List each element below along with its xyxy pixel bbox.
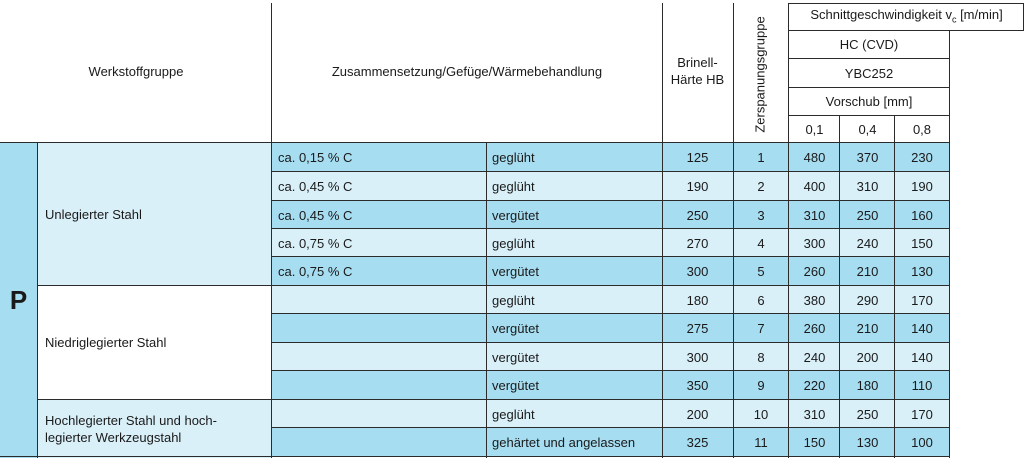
row-9-treatment xyxy=(486,400,662,428)
group-cell-0 xyxy=(37,143,272,285)
row-10-v1-text: 130 xyxy=(856,434,879,450)
row-9-group-text: 10 xyxy=(753,406,769,422)
header-feed-1-label: 0,4 xyxy=(858,121,877,137)
row-2-v1-text: 250 xyxy=(856,207,879,223)
row-7-v1 xyxy=(840,343,895,371)
row-2-hb-text: 250 xyxy=(686,207,709,223)
grid-line xyxy=(272,228,950,229)
row-0-v1 xyxy=(840,143,895,171)
row-3-v1-text: 240 xyxy=(856,235,879,251)
row-9-hb-text: 200 xyxy=(686,406,709,422)
row-9-v0-text: 310 xyxy=(803,406,826,422)
header-zerspanungsgruppe xyxy=(733,8,788,140)
header-schnitt-unit: [m/min] xyxy=(956,6,1003,22)
row-5-treatment xyxy=(486,286,662,314)
group-cell-2 xyxy=(37,400,272,458)
row-2-v0 xyxy=(789,201,840,229)
row-9-composition xyxy=(272,400,486,428)
grid-line xyxy=(0,456,950,457)
row-1-v2-text: 190 xyxy=(911,178,933,194)
row-4-treatment-text: vergütet xyxy=(492,263,539,279)
row-5-v0 xyxy=(789,286,840,314)
row-4-group-text: 5 xyxy=(757,263,765,279)
grid-line xyxy=(789,115,950,116)
material-class-label: P xyxy=(9,285,28,315)
row-2-composition-text: ca. 0,45 % C xyxy=(278,207,353,223)
row-4-v2-text: 130 xyxy=(911,263,933,279)
row-1-group-text: 2 xyxy=(757,178,765,194)
row-3-v2-text: 150 xyxy=(911,235,933,251)
row-1-treatment xyxy=(486,172,662,200)
row-2-v1 xyxy=(840,201,895,229)
row-3-composition-text: ca. 0,75 % C xyxy=(278,235,353,251)
row-0-hb xyxy=(662,143,733,171)
row-3-treatment xyxy=(486,229,662,257)
row-7-v0-text: 240 xyxy=(803,349,826,365)
header-zerspanungsgruppe-label: Zerspanungsgruppe xyxy=(753,15,769,133)
grid-line xyxy=(733,3,734,458)
row-10-group xyxy=(733,428,789,456)
header-brinell-line1: Brinell- xyxy=(677,55,718,70)
header-feed-2-label: 0,8 xyxy=(912,121,932,137)
row-10-group-text: 11 xyxy=(754,434,768,450)
row-3-group xyxy=(733,229,789,257)
row-3-v0-text: 300 xyxy=(803,235,826,251)
row-3-group-text: 4 xyxy=(757,235,765,251)
row-4-hb-text: 300 xyxy=(686,263,709,279)
header-feed-0 xyxy=(789,116,840,142)
row-4-v2 xyxy=(895,257,949,285)
row-6-group xyxy=(733,314,789,342)
group-cell-1 xyxy=(37,286,272,399)
grid-line xyxy=(789,30,1024,31)
grid-line xyxy=(37,143,38,458)
row-5-v0-text: 380 xyxy=(803,292,826,308)
row-0-group xyxy=(733,143,789,171)
row-4-v0-text: 260 xyxy=(803,263,826,279)
row-5-hb xyxy=(662,286,733,314)
row-3-v1 xyxy=(840,229,895,257)
row-8-v0-text: 220 xyxy=(803,377,826,393)
row-1-composition xyxy=(272,172,486,200)
header-brinell-line2: Härte HB xyxy=(670,72,725,87)
grid-line xyxy=(789,58,950,59)
row-7-v2 xyxy=(895,343,949,371)
header-zusammensetzung xyxy=(272,0,662,142)
row-0-treatment-text: geglüht xyxy=(492,149,535,165)
row-3-v0 xyxy=(789,229,840,257)
row-5-group xyxy=(733,286,789,314)
row-10-v0 xyxy=(789,428,840,456)
row-7-group xyxy=(733,343,789,371)
header-vorschub-label: Vorschub [mm] xyxy=(825,94,913,109)
header-hc-label: HC (CVD) xyxy=(839,37,899,52)
row-5-hb-text: 180 xyxy=(686,292,709,308)
row-2-v2-text: 160 xyxy=(911,207,933,223)
row-8-v0 xyxy=(789,371,840,399)
grid-line xyxy=(272,342,950,343)
header-schnitt-sub: c xyxy=(951,14,957,25)
row-1-v1 xyxy=(840,172,895,200)
row-6-composition xyxy=(272,314,486,342)
row-5-v2-text: 170 xyxy=(911,292,933,308)
header-feed-2 xyxy=(895,116,949,142)
row-5-v1 xyxy=(840,286,895,314)
grid-line xyxy=(272,427,950,428)
grid-line xyxy=(272,200,950,201)
row-6-v0-text: 260 xyxy=(803,320,826,336)
row-4-group xyxy=(733,257,789,285)
material-class-cell xyxy=(0,143,37,458)
row-6-treatment xyxy=(486,314,662,342)
header-werkstoffgruppe-label: Werkstoffgruppe xyxy=(88,63,184,79)
row-7-v0 xyxy=(789,343,840,371)
row-6-treatment-text: vergütet xyxy=(492,320,539,336)
row-0-hb-text: 125 xyxy=(686,149,709,165)
row-8-v2 xyxy=(895,371,949,399)
header-zusammensetzung-label: Zusammensetzung/Gefüge/Wärmebehandlung xyxy=(331,63,603,79)
row-9-hb xyxy=(662,400,733,428)
grid-line xyxy=(272,370,950,371)
grid-line xyxy=(272,313,950,314)
grid-line xyxy=(789,3,1024,4)
row-6-v2-text: 140 xyxy=(911,320,933,336)
row-5-v1-text: 290 xyxy=(856,292,879,308)
grid-line xyxy=(839,115,840,458)
header-schnitt-prefix: Schnittgeschwindigkeit v xyxy=(810,6,952,22)
row-5-v2 xyxy=(895,286,949,314)
row-4-v0 xyxy=(789,257,840,285)
row-0-composition xyxy=(272,143,486,171)
header-schnittgeschwindigkeit xyxy=(789,4,1024,30)
row-9-v1-text: 250 xyxy=(856,406,879,422)
row-3-hb-text: 270 xyxy=(686,235,709,251)
row-3-treatment-text: geglüht xyxy=(492,235,535,251)
grid-line xyxy=(789,87,950,88)
grid-line xyxy=(37,285,950,286)
row-0-v2 xyxy=(895,143,949,171)
row-4-treatment xyxy=(486,257,662,285)
row-4-composition xyxy=(272,257,486,285)
grid-line xyxy=(37,399,950,400)
row-8-group-text: 9 xyxy=(757,377,765,393)
group-name-1: Niedriglegierter Stahl xyxy=(45,335,167,350)
row-0-composition-text: ca. 0,15 % C xyxy=(278,149,353,165)
row-6-v0 xyxy=(789,314,840,342)
row-7-hb-text: 300 xyxy=(686,349,709,365)
row-7-treatment xyxy=(486,343,662,371)
row-10-hb xyxy=(662,428,733,456)
row-1-treatment-text: geglüht xyxy=(492,178,535,194)
group-name-0: Unlegierter Stahl xyxy=(45,206,142,222)
row-8-treatment xyxy=(486,371,662,399)
row-4-hb xyxy=(662,257,733,285)
row-8-hb xyxy=(662,371,733,399)
row-2-v0-text: 310 xyxy=(803,207,826,223)
group-name-2: Hochlegierter Stahl und hoch-legierter Werkzeugstahl xyxy=(45,413,217,445)
grid-line xyxy=(272,171,950,172)
row-9-v1 xyxy=(840,400,895,428)
row-10-composition xyxy=(272,428,486,456)
row-8-hb-text: 350 xyxy=(686,377,709,393)
header-grade xyxy=(789,59,949,87)
row-8-composition xyxy=(272,371,486,399)
header-hc-cvd xyxy=(789,31,949,58)
row-3-hb xyxy=(662,229,733,257)
row-2-group xyxy=(733,201,789,229)
row-0-v0-text: 480 xyxy=(803,149,826,165)
row-8-v1-text: 180 xyxy=(856,377,879,393)
row-10-hb-text: 325 xyxy=(686,434,709,450)
row-3-v2 xyxy=(895,229,949,257)
row-8-group xyxy=(733,371,789,399)
row-7-treatment-text: vergütet xyxy=(492,349,539,365)
row-4-v1 xyxy=(840,257,895,285)
row-7-hb xyxy=(662,343,733,371)
row-5-group-text: 6 xyxy=(757,292,765,308)
row-6-group-text: 7 xyxy=(757,320,765,336)
row-0-v2-text: 230 xyxy=(911,149,933,165)
header-feed-0-label: 0,1 xyxy=(805,121,824,137)
row-6-v1 xyxy=(840,314,895,342)
header-brinell xyxy=(662,0,733,142)
row-1-group xyxy=(733,172,789,200)
row-2-composition xyxy=(272,201,486,229)
row-2-treatment-text: vergütet xyxy=(492,207,539,223)
grid-line xyxy=(949,30,950,458)
row-1-v2 xyxy=(895,172,949,200)
header-werkstoffgruppe xyxy=(0,0,272,142)
row-3-composition xyxy=(272,229,486,257)
header-feed-1 xyxy=(840,116,895,142)
row-0-group-text: 1 xyxy=(757,149,765,165)
row-1-v1-text: 310 xyxy=(856,178,879,194)
grid-line xyxy=(662,3,663,458)
row-2-v2 xyxy=(895,201,949,229)
row-10-treatment-text: gehärtet und angelassen xyxy=(492,434,636,450)
grid-line xyxy=(0,142,950,143)
row-10-treatment xyxy=(486,428,662,456)
row-6-v1-text: 210 xyxy=(856,320,879,336)
header-grade-label: YBC252 xyxy=(844,65,894,81)
row-2-hb xyxy=(662,201,733,229)
header-vorschub xyxy=(789,88,949,115)
header-schnitt-text xyxy=(810,6,1002,29)
row-4-v1-text: 210 xyxy=(856,263,879,279)
row-10-v0-text: 150 xyxy=(803,434,826,450)
row-2-treatment xyxy=(486,201,662,229)
row-8-v1 xyxy=(840,371,895,399)
grid-line xyxy=(272,256,950,257)
row-6-v2 xyxy=(895,314,949,342)
row-8-treatment-text: vergütet xyxy=(492,377,539,393)
row-6-hb xyxy=(662,314,733,342)
row-0-v1-text: 370 xyxy=(856,149,879,165)
row-0-treatment xyxy=(486,143,662,171)
row-9-v2-text: 170 xyxy=(911,406,933,422)
grid-line xyxy=(894,115,895,458)
row-7-v1-text: 200 xyxy=(856,349,879,365)
row-6-hb-text: 275 xyxy=(686,320,709,336)
row-5-composition xyxy=(272,286,486,314)
grid-line xyxy=(788,3,789,458)
row-10-v2-text: 100 xyxy=(911,434,933,450)
grid-line xyxy=(271,3,272,458)
row-10-v2 xyxy=(895,428,949,456)
row-1-hb-text: 190 xyxy=(686,178,709,194)
row-1-v0-text: 400 xyxy=(803,178,826,194)
row-2-group-text: 3 xyxy=(757,207,765,223)
row-7-composition xyxy=(272,343,486,371)
grid-line xyxy=(486,143,487,458)
row-9-v0 xyxy=(789,400,840,428)
row-1-hb xyxy=(662,172,733,200)
row-1-composition-text: ca. 0,45 % C xyxy=(278,178,353,194)
row-10-v1 xyxy=(840,428,895,456)
row-1-v0 xyxy=(789,172,840,200)
row-7-v2-text: 140 xyxy=(911,349,933,365)
row-4-composition-text: ca. 0,75 % C xyxy=(278,263,353,279)
row-5-treatment-text: geglüht xyxy=(492,292,535,308)
row-9-treatment-text: geglüht xyxy=(492,406,535,422)
row-9-group xyxy=(733,400,789,428)
row-9-v2 xyxy=(895,400,949,428)
row-8-v2-text: 110 xyxy=(911,377,933,393)
row-7-group-text: 8 xyxy=(757,349,765,365)
row-0-v0 xyxy=(789,143,840,171)
